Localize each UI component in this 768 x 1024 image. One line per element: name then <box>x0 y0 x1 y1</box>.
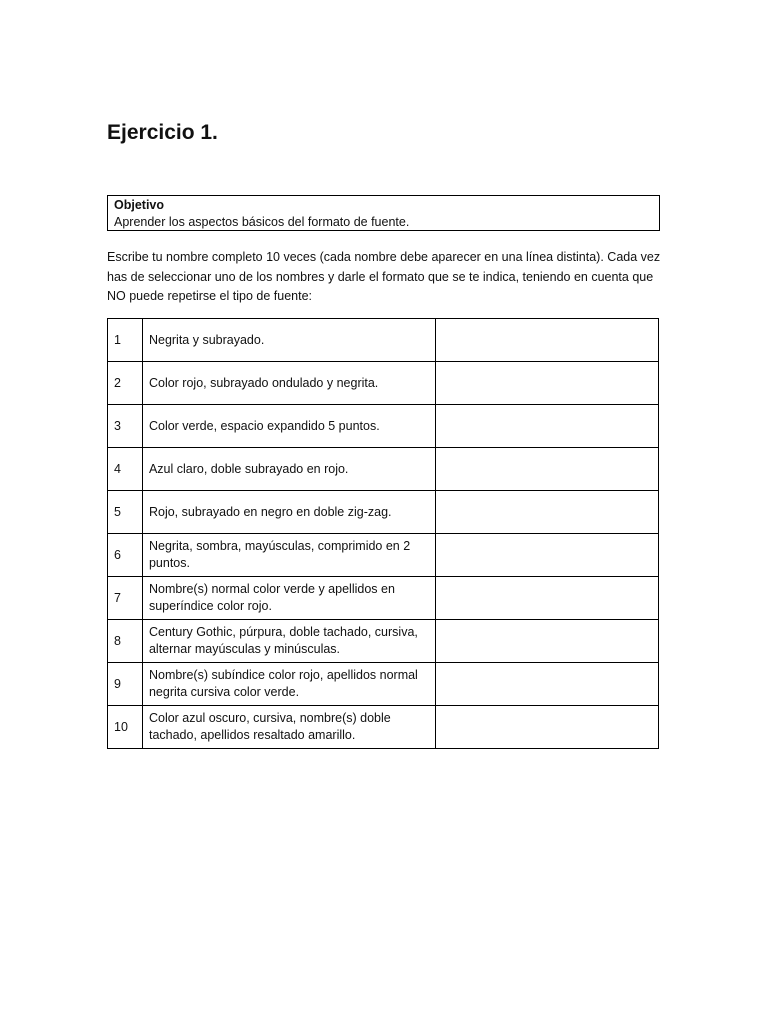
row-number: 8 <box>108 620 143 663</box>
objective-box <box>107 195 660 231</box>
row-description: Color azul oscuro, cursiva, nombre(s) doble tachado, apellidos resaltado amarillo. <box>142 706 436 749</box>
row-description: Negrita y subrayado. <box>142 319 436 362</box>
table-row <box>108 362 659 405</box>
exercise-table <box>107 318 659 749</box>
row-number: 3 <box>108 405 143 448</box>
row-description: Negrita, sombra, mayúsculas, comprimido en 2 puntos. <box>142 534 436 577</box>
objective-text: Aprender los aspectos básicos del formato de fuente. <box>114 215 410 229</box>
table-row <box>108 534 659 577</box>
table-row <box>108 706 659 749</box>
table-row <box>108 491 659 534</box>
objective-heading: Objetivo <box>114 198 165 212</box>
row-answer-cell[interactable] <box>436 577 659 620</box>
row-number: 1 <box>108 319 143 362</box>
table-row <box>108 663 659 706</box>
row-description: Color verde, espacio expandido 5 puntos. <box>142 405 436 448</box>
row-number: 6 <box>108 534 143 577</box>
table-row <box>108 620 659 663</box>
row-number: 7 <box>108 577 143 620</box>
row-number: 2 <box>108 362 143 405</box>
row-number: 4 <box>108 448 143 491</box>
exercise-table-body <box>108 319 659 749</box>
row-answer-cell[interactable] <box>436 405 659 448</box>
table-row <box>108 448 659 491</box>
row-answer-cell[interactable] <box>436 448 659 491</box>
row-answer-cell[interactable] <box>436 319 659 362</box>
table-row <box>108 577 659 620</box>
table-row <box>108 405 659 448</box>
row-answer-cell[interactable] <box>436 362 659 405</box>
row-description: Nombre(s) subíndice color rojo, apellidos normal negrita cursiva color verde. <box>142 663 436 706</box>
row-number: 9 <box>108 663 143 706</box>
row-number: 10 <box>108 706 143 749</box>
table-row <box>108 319 659 362</box>
row-description: Rojo, subrayado en negro en doble zig-zag. <box>142 491 436 534</box>
page-title: Ejercicio 1. <box>107 121 218 144</box>
instructions-paragraph: Escribe tu nombre completo 10 veces (cada nombre debe aparecer en una línea distinta). Cada vez has de seleccionar uno de los nombres y darle el formato que se te indica, teniendo en cuenta que NO puede repetirse el tipo de fuente: <box>107 250 661 303</box>
row-description: Century Gothic, púrpura, doble tachado, cursiva, alternar mayúsculas y minúsculas. <box>142 620 436 663</box>
row-answer-cell[interactable] <box>436 663 659 706</box>
row-answer-cell[interactable] <box>436 706 659 749</box>
row-description: Nombre(s) normal color verde y apellidos en superíndice color rojo. <box>142 577 436 620</box>
row-answer-cell[interactable] <box>436 534 659 577</box>
row-number: 5 <box>108 491 143 534</box>
row-answer-cell[interactable] <box>436 620 659 663</box>
row-answer-cell[interactable] <box>436 491 659 534</box>
row-description: Azul claro, doble subrayado en rojo. <box>142 448 436 491</box>
row-description: Color rojo, subrayado ondulado y negrita. <box>142 362 436 405</box>
